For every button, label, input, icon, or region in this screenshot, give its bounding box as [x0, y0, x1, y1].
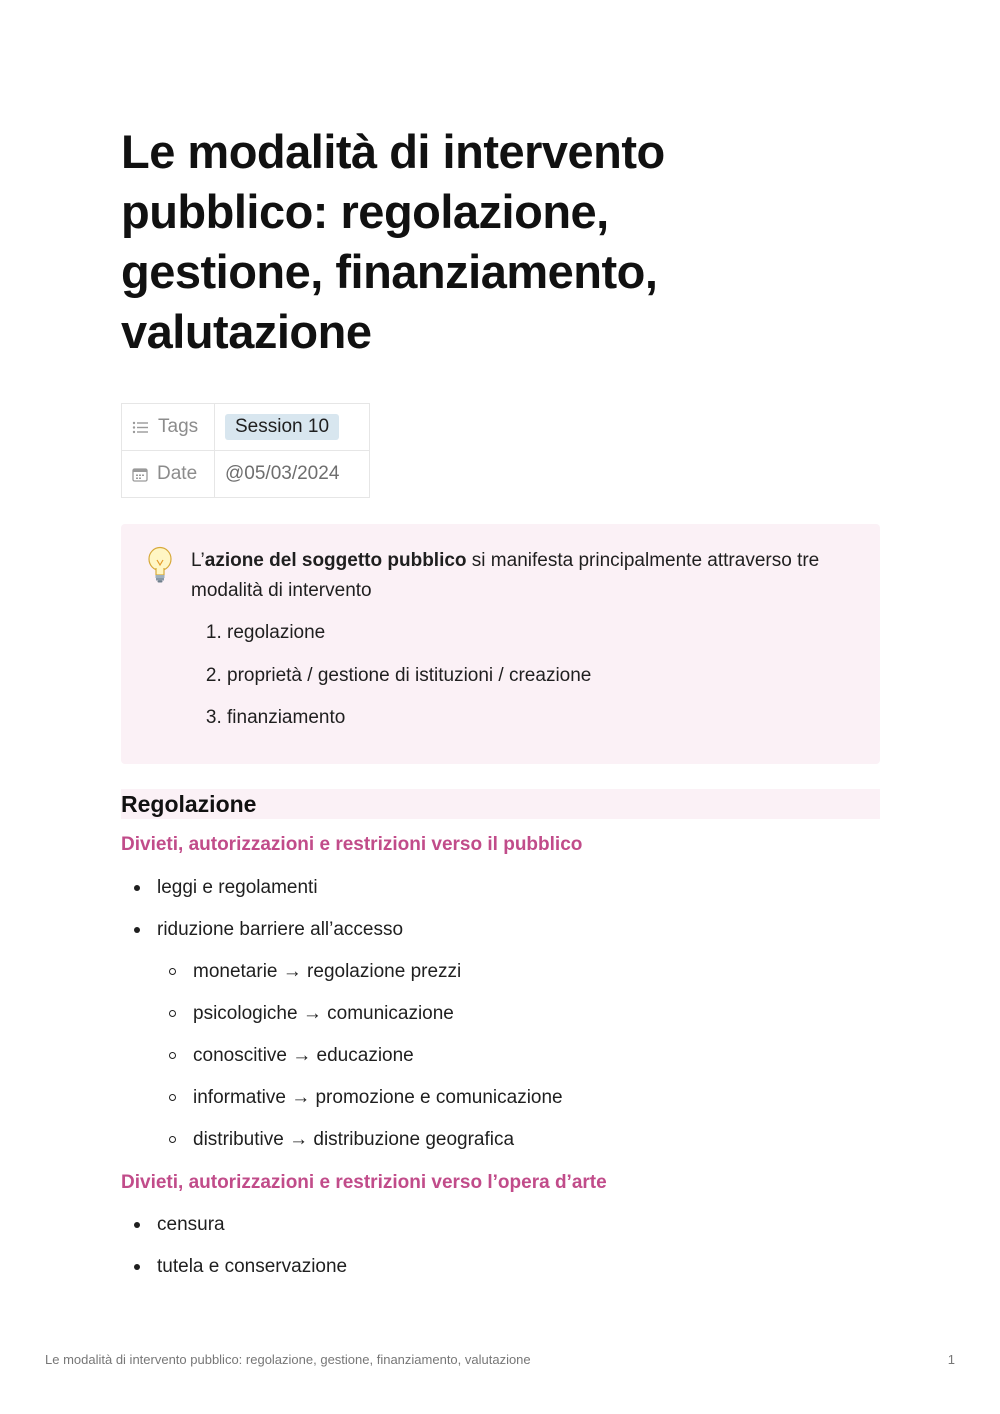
bullet-list-public [121, 875, 403, 959]
callout [121, 524, 880, 764]
property-key-date [122, 451, 215, 498]
callout-prefix: L’ [191, 550, 205, 571]
list-item: riduzione barriere all’accesso [121, 917, 403, 959]
list-item: 3. finanziamento [227, 703, 591, 746]
callout-bold-text: azione del soggetto pubblico [204, 550, 467, 571]
list-item: 1. regolazione [227, 618, 591, 661]
property-row-date [122, 451, 370, 498]
list-item: conoscitive → educazione [157, 1043, 563, 1085]
callout-numbered-list [191, 618, 591, 746]
list-item: tutela e conservazione [121, 1254, 347, 1296]
list-item: distributive → distribuzione geografica [157, 1127, 563, 1169]
bullet-list-artwork [121, 1212, 347, 1296]
tag-badge[interactable]: Session 10 [225, 414, 339, 440]
property-value-date: @05/03/2024 [215, 451, 370, 498]
list-item: censura [121, 1212, 347, 1254]
nested-list-barriers [157, 959, 563, 1169]
footer-title: Le modalità di intervento pubblico: regolazione, gestione, finanziamento, valutazione [45, 1352, 531, 1367]
page-title: Le modalità di intervento pubblico: regolazione, gestione, finanziamento, valutazione [121, 125, 665, 358]
list-item: psicologiche → comunicazione [157, 1001, 563, 1043]
list-item: monetarie → regolazione prezzi [157, 959, 563, 1001]
tags-label: Tags [158, 416, 199, 437]
property-key-tags [122, 404, 215, 451]
list-item: leggi e regolamenti [121, 875, 403, 917]
footer-page-number: 1 [947, 1352, 955, 1367]
subheading-artwork: Divieti, autorizzazioni e restrizioni verso l’opera d’arte [121, 1172, 607, 1193]
section-heading: Regolazione [121, 789, 880, 819]
calendar-icon [132, 467, 148, 482]
lightbulb-icon [145, 546, 175, 586]
properties-table [121, 403, 370, 498]
list-item: 2. proprietà / gestione di istituzioni / creazione [227, 661, 591, 704]
list-item: informative → promozione e comunicazione [157, 1085, 563, 1127]
list-icon [132, 420, 149, 435]
callout-rest-text: si manifesta principalmente attraverso tre modalità di intervento [191, 550, 820, 601]
subheading-public: Divieti, autorizzazioni e restrizioni verso il pubblico [121, 834, 583, 855]
date-label: Date [157, 463, 198, 484]
property-row-tags [122, 404, 370, 451]
callout-text [191, 546, 861, 606]
property-value-tags [215, 404, 370, 451]
